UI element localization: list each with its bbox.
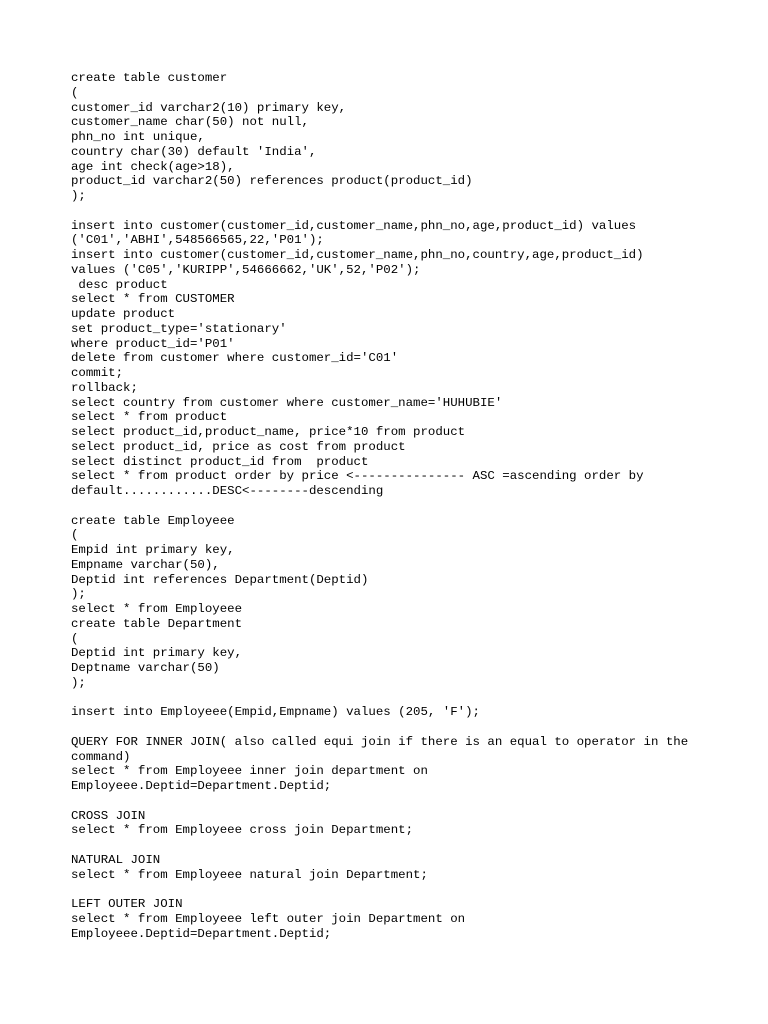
document-page: [71, 71, 761, 941]
code-line: );: [71, 587, 86, 602]
code-line: );: [71, 675, 86, 690]
section-heading: NATURAL JOIN: [71, 852, 161, 867]
code-line: (: [71, 85, 79, 100]
code-line: select product_id, price as cost from product: [71, 439, 406, 454]
code-line: select * from Employeee inner join department on: [71, 764, 428, 779]
code-line: product_id varchar2(50) references product(product_id): [71, 174, 473, 189]
blank-line: [71, 499, 761, 514]
code-line: );: [71, 189, 86, 203]
code-line: Employeee.Deptid=Department.Deptid;: [71, 926, 332, 941]
code-line: customer_name char(50) not null,: [71, 115, 309, 130]
code-line: select * from product order by price <--------------- ASC =ascending order by: [71, 469, 644, 484]
blank-line: [71, 691, 761, 706]
code-line: select country from customer where customer_name='HUHUBIE': [71, 395, 503, 410]
code-line: update product: [71, 307, 176, 321]
blank-line: [71, 838, 761, 853]
code-line: delete from customer where customer_id='C01': [71, 351, 399, 366]
code-line: select * from product: [71, 410, 228, 425]
code-line: select distinct product_id from product: [71, 454, 369, 469]
code-line: command): [71, 749, 131, 764]
code-line: where product_id='P01': [71, 336, 235, 351]
code-line: Empid int primary key,: [71, 543, 235, 557]
code-line: select product_id,product_name, price*10 from product: [71, 425, 466, 439]
code-line: (: [71, 631, 79, 646]
code-line: age int check(age>18),: [71, 159, 235, 174]
code-line: select * from Employeee: [71, 602, 243, 616]
section-heading: CROSS JOIN: [71, 808, 146, 823]
code-line: country char(30) default 'India',: [71, 144, 317, 159]
blank-line: [71, 204, 761, 219]
code-line: rollback;: [71, 380, 138, 395]
code-line: Deptname varchar(50): [71, 661, 220, 675]
code-line: select * from Employeee left outer join Department on: [71, 911, 466, 926]
section-heading: LEFT OUTER JOIN: [71, 897, 183, 911]
code-line: create table customer: [71, 71, 228, 85]
blank-line: [71, 720, 761, 735]
code-line: values ('C05','KURIPP',54666662,'UK',52,'P02');: [71, 262, 421, 277]
code-line: commit;: [71, 366, 124, 380]
code-line: customer_id varchar2(10) primary key,: [71, 100, 347, 115]
blank-line: [71, 882, 761, 897]
code-line: Deptid int references Department(Deptid): [71, 572, 369, 587]
section-heading: QUERY FOR INNER JOIN( also called equi join if there is an equal to operator in the: [71, 734, 689, 749]
code-line: Deptid int primary key,: [71, 646, 243, 661]
code-line: set product_type='stationary': [71, 321, 287, 336]
code-line: Empname varchar(50),: [71, 557, 220, 572]
code-line: select * from CUSTOMER: [71, 292, 235, 307]
code-line: insert into customer(customer_id,customer_name,phn_no,country,age,product_id): [71, 248, 644, 262]
code-line: ('C01','ABHI',548566565,22,'P01');: [71, 233, 324, 248]
code-line: default............DESC<--------descending: [71, 484, 384, 498]
code-line: select * from Employeee natural join Department;: [71, 867, 428, 882]
code-line: Employeee.Deptid=Department.Deptid;: [71, 779, 332, 793]
code-line: insert into customer(customer_id,customer_name,phn_no,age,product_id) values: [71, 218, 637, 233]
code-line: (: [71, 528, 79, 543]
code-line: insert into Employeee(Empid,Empname) values (205, 'F');: [71, 705, 480, 720]
blank-line: [71, 794, 761, 809]
code-line: select * from Employeee cross join Department;: [71, 823, 414, 838]
code-line: desc product: [71, 277, 168, 292]
code-line: create table Employeee: [71, 513, 235, 528]
code-line: phn_no int unique,: [71, 130, 205, 144]
code-line: create table Department: [71, 616, 243, 631]
